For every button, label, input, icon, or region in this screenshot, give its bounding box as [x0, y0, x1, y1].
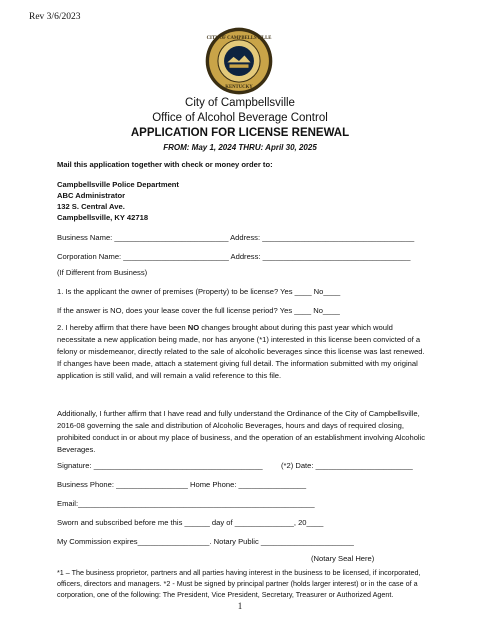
- page-number: 1: [237, 601, 243, 611]
- footnote: *1 – The business proprietor, partners and all parties having interest in the business to be licensed, if incorporated, officers, directors and managers. *2 - Must be signed by principal partner (holds larger interest) or in the case of a corporation, one of the following: The President, Vice President, Secretary, Treasurer or Authorized Agent.: [57, 568, 421, 599]
- svg-text:CITY OF CAMPBELLSVILLE: CITY OF CAMPBELLSVILLE: [206, 36, 272, 42]
- mail-address-line: 132 S. Central Ave.: [57, 202, 125, 211]
- city-seal-logo: [205, 27, 273, 95]
- svg-text:KENTUCKY: KENTUCKY: [225, 85, 253, 91]
- revision-label: Rev 3/6/2023: [29, 12, 81, 22]
- email-field[interactable]: Email:________________________________________________________: [57, 499, 315, 508]
- mail-instruction: Mail this application together with check or money order to:: [57, 160, 273, 169]
- city-name: City of Campbellsville: [185, 97, 295, 109]
- mail-address-line: ABC Administrator: [57, 191, 126, 200]
- license-period: FROM: May 1, 2024 THRU: April 30, 2025: [163, 143, 317, 152]
- application-title: APPLICATION FOR LICENSE RENEWAL: [130, 127, 350, 139]
- corporation-name-field[interactable]: Corporation Name: _________________________ Address: ___________________________________: [57, 252, 411, 261]
- office-name: Office of Alcohol Beverage Control: [152, 112, 328, 124]
- sworn-statement[interactable]: Sworn and subscribed before me this ______ day of ______________, 20____: [57, 518, 324, 527]
- commission-field[interactable]: My Commission expires_________________. Notary Public ______________________: [57, 537, 354, 546]
- signature-field[interactable]: Signature: ________________________________________: [57, 461, 263, 470]
- affirmation-no-emphasis: NO: [187, 323, 200, 332]
- ordinance-paragraph: Additionally, I further affirm that I have read and fully understand the Ordinance of the City of Campbellsville, 2016-08 governing the sale and distribution of Alcoholic Beverages, hours and days of required closing, prohibited conduct in or about my place of business, and the operation of an establishment involving Alcoholic Beverages.: [57, 409, 426, 454]
- affirmation-text: changes brought about during this past year which would necessitate a new application being made, nor has anyone (*1) interested in this license been convicted of a felony or misdemeanor, directly related to the sale of alcoholic beverages since this license was last renewed. If changes have been made, attach a statement giving full detail. The information submitted with my original application is still valid, and will remain a valid reference to this file.: [57, 323, 425, 380]
- mail-address-line: Campbellsville Police Department: [57, 180, 179, 189]
- question-1[interactable]: 1. Is the applicant the owner of premises (Property) to be license? Yes ____ No____: [57, 287, 341, 296]
- notary-seal-label: (Notary Seal Here): [311, 554, 375, 563]
- business-name-field[interactable]: Business Name: ___________________________ Address: ____________________________________: [57, 233, 415, 242]
- date-field[interactable]: (*2) Date: _______________________: [281, 461, 413, 470]
- if-different-note: (If Different from Business): [57, 268, 148, 277]
- question-1-followup[interactable]: If the answer is NO, does your lease cover the full license period? Yes ____ No____: [57, 306, 340, 315]
- affirmation-text: 2. I hereby affirm that there have been: [57, 323, 188, 332]
- phone-fields[interactable]: Business Phone: _________________ Home Phone: ________________: [57, 480, 307, 489]
- mail-address-line: Campbellsville, KY 42718: [57, 213, 149, 222]
- affirmation-paragraph: [57, 322, 429, 382]
